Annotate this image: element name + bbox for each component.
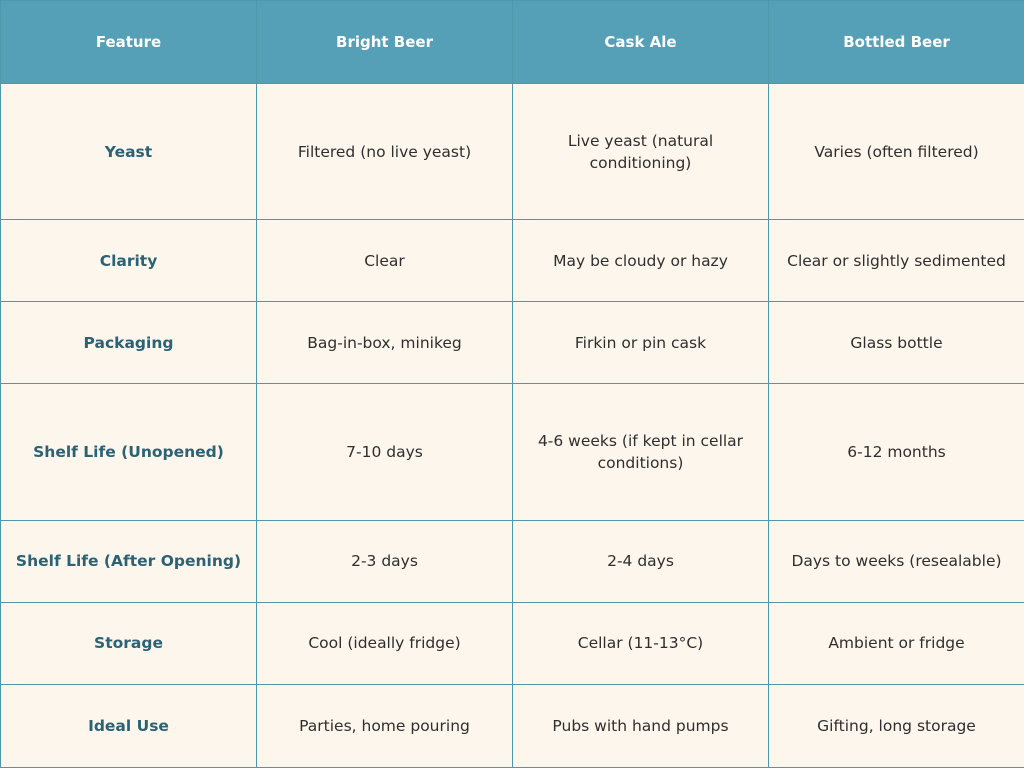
table-cell: 2-3 days (257, 520, 513, 602)
table-cell: Cellar (11-13°C) (513, 602, 769, 684)
row-label-storage: Storage (1, 602, 257, 684)
table-cell: Days to weeks (resealable) (769, 520, 1024, 602)
table-row (1, 520, 1024, 602)
table-row (1, 220, 1024, 302)
row-label-ideal-use: Ideal Use (1, 684, 257, 767)
row-label-shelf-life-after-opening: Shelf Life (After Opening) (1, 520, 257, 602)
table-row (1, 684, 1024, 767)
table-cell: Firkin or pin cask (513, 302, 769, 384)
table-cell: Parties, home pouring (257, 684, 513, 767)
row-label-shelf-life-unopened: Shelf Life (Unopened) (1, 384, 257, 520)
row-label-yeast: Yeast (1, 84, 257, 220)
row-label-packaging: Packaging (1, 302, 257, 384)
table-cell: Clear or slightly sedimented (769, 220, 1024, 302)
table-cell: Cool (ideally fridge) (257, 602, 513, 684)
table-cell: 4-6 weeks (if kept in cellar conditions) (513, 384, 769, 520)
table-cell: Ambient or fridge (769, 602, 1024, 684)
table-cell: Live yeast (natural conditioning) (513, 84, 769, 220)
header-bright-beer: Bright Beer (257, 1, 513, 84)
table-cell: Glass bottle (769, 302, 1024, 384)
table-cell: Filtered (no live yeast) (257, 84, 513, 220)
table-cell: Clear (257, 220, 513, 302)
row-label-clarity: Clarity (1, 220, 257, 302)
table-cell: 2-4 days (513, 520, 769, 602)
table-cell: Varies (often filtered) (769, 84, 1024, 220)
table-cell: 6-12 months (769, 384, 1024, 520)
table-cell: Gifting, long storage (769, 684, 1024, 767)
header-row (1, 1, 1024, 84)
table-cell: Pubs with hand pumps (513, 684, 769, 767)
table-cell: 7-10 days (257, 384, 513, 520)
table-cell: May be cloudy or hazy (513, 220, 769, 302)
table-row (1, 602, 1024, 684)
table-cell: Bag-in-box, minikeg (257, 302, 513, 384)
header-bottled-beer: Bottled Beer (769, 1, 1024, 84)
table-row (1, 384, 1024, 520)
table-row (1, 302, 1024, 384)
header-feature: Feature (1, 1, 257, 84)
table-row (1, 84, 1024, 220)
header-cask-ale: Cask Ale (513, 1, 769, 84)
